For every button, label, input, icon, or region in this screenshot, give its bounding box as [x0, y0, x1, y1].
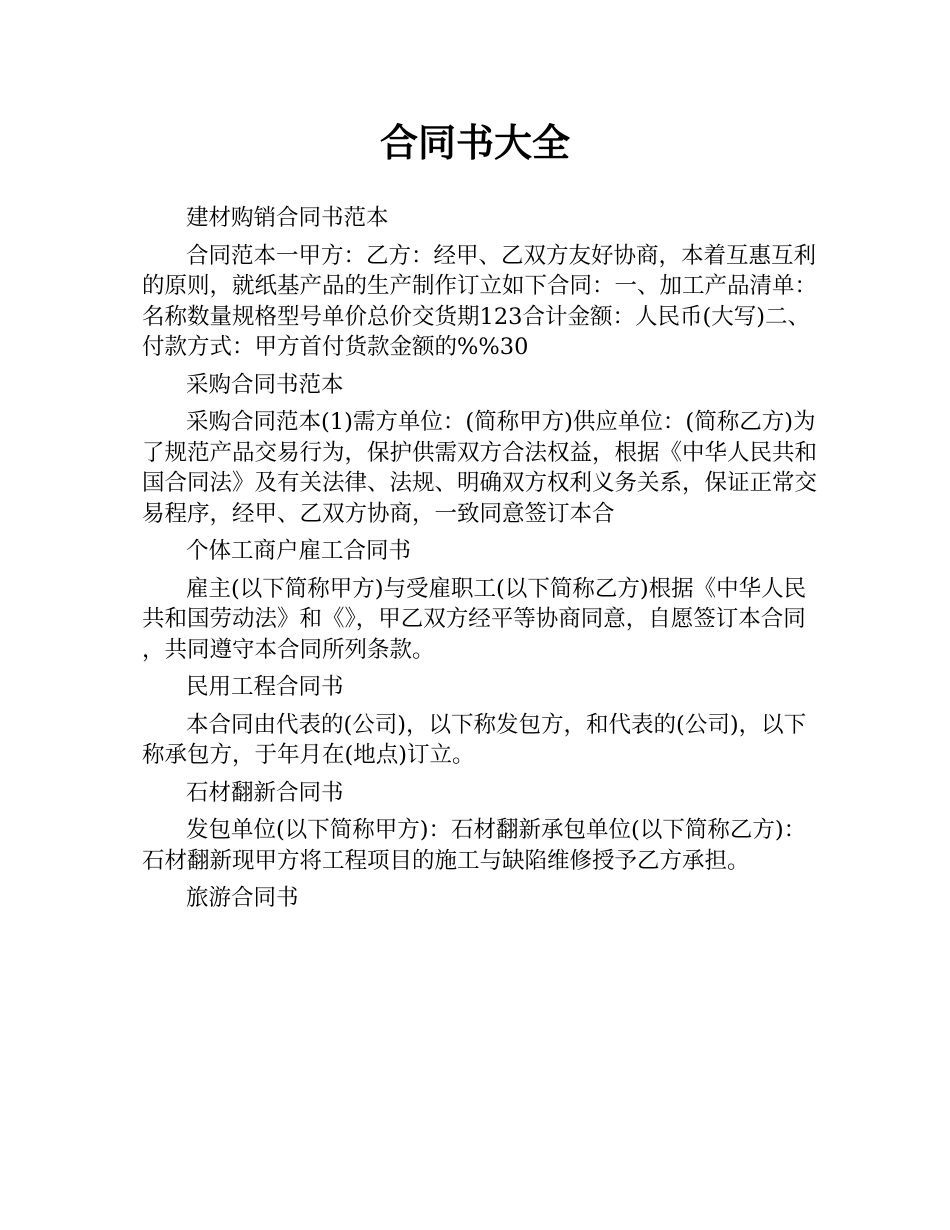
section-heading: 民用工程合同书 [186, 674, 344, 700]
section-heading: 建材购销合同书范本 [186, 205, 389, 231]
section-paragraph: 发包单位(以下简称甲方)：石材翻新承包单位(以下简称乙方)：石材翻新现甲方将工程项目的施工与缺陷维修授予乙方承担。 [142, 817, 807, 874]
document-title: 合同书大全 [379, 121, 570, 165]
section-paragraph: 采购合同范本(1)需方单位：(简称甲方)供应单位：(简称乙方)为了规范产品交易行为，保护供需双方合法权益，根据《中华人民共和国合同法》及有关法律、法规、明确双方权利义务关系，保证正常交易程序，经甲、乙双方协商，一致同意签订本合 [142, 409, 818, 527]
section-heading: 采购合同书范本 [186, 371, 344, 398]
section-heading: 个体工商户雇工合同书 [186, 538, 412, 564]
section-paragraph: 本合同由代表的(公司)，以下称发包方，和代表的(公司)，以下称承包方，于年月在(地点)订立。 [142, 711, 807, 768]
section-paragraph: 雇主(以下简称甲方)与受雇职工(以下简称乙方)根据《中华人民共和国劳动法》和《》，甲乙双方经平等协商同意，自愿签订本合同，共同遵守本合同所列条款。 [142, 575, 807, 663]
section-paragraph: 合同范本一甲方：乙方：经甲、乙双方友好协商，本着互惠互利的原则，就纸基产品的生产制作订立如下合同：一、加工产品清单：名称数量规格型号单价总价交货期123合计金额：人民币(大写)二、付款方式：甲方首付货款金额的%%30 [142, 242, 818, 360]
document-body [142, 203, 824, 921]
section-heading: 石材翻新合同书 [186, 779, 344, 806]
section-heading: 旅游合同书 [186, 885, 299, 911]
